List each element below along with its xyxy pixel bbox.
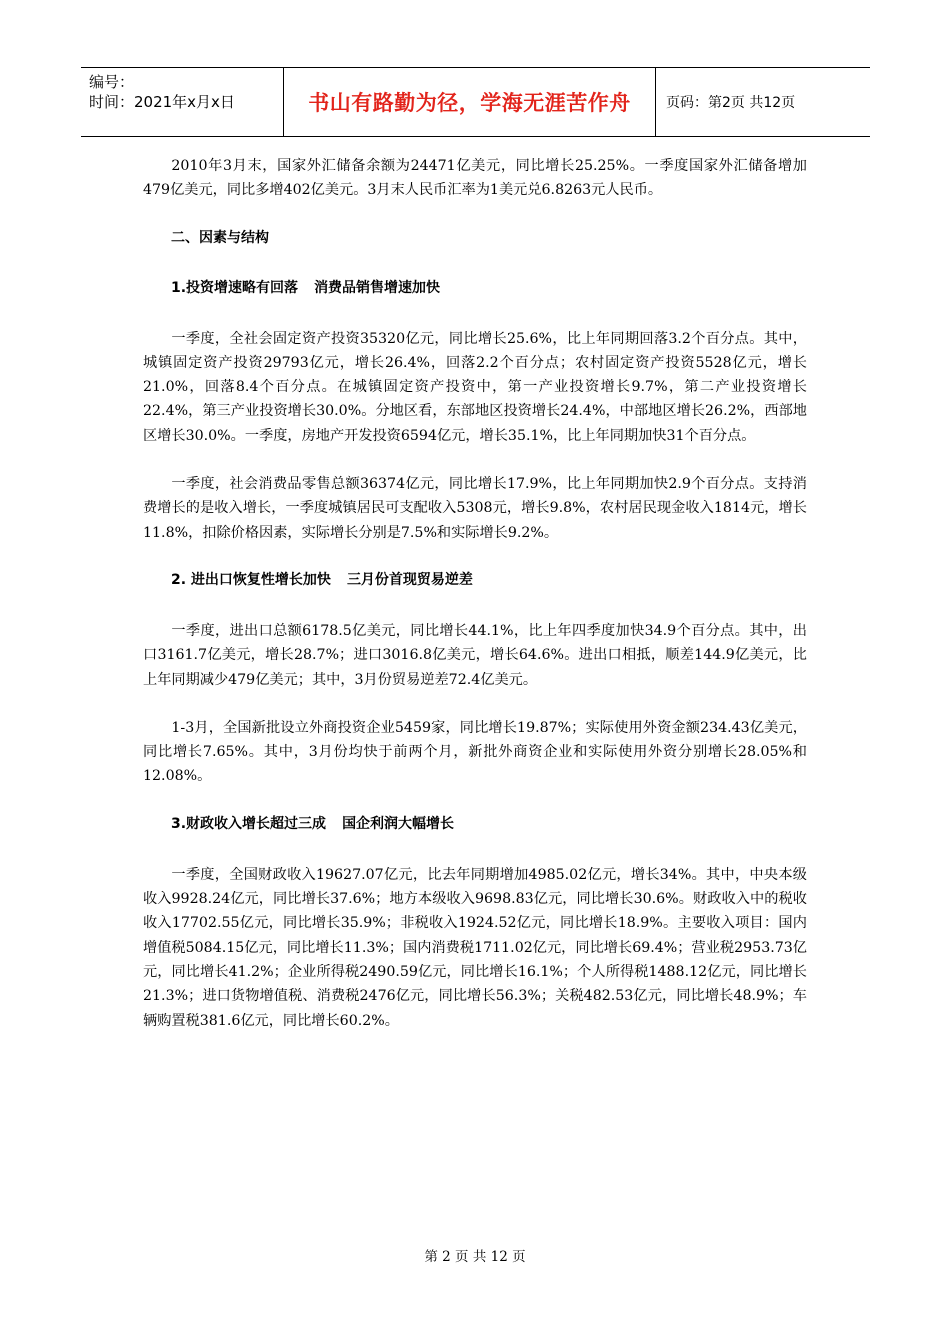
body-paragraph: 一季度，全国财政收入19627.07亿元，比去年同期增加4985.02亿元，增长34%。其中，中央本级收入9928.24亿元，同比增长37.6%；地方本级收入9698.83亿元，同比增长30.6%。财政收入中的税收收入17702.55亿元，同比增长35.9%；非税收入1924.52亿元，同比增长18.9%。主要收入项目：国内增值税5084.15亿元，同比增长11.3%；国内消费税1711.02亿元，同比增长69.4%；营业税2953.73亿元，同比增长41.2%；企业所得税2490.59亿元，同比增长16.1%；个人所得税1488.12亿元，同比增长21.3%；进口货物增值税、消费税2476亿元，同比增长56.3%；关税482.53亿元，同比增长48.9%；车辆购置税381.6亿元，同比增长60.2%。: [143, 866, 807, 1029]
page-header: [81, 67, 870, 137]
body-paragraph: 一季度，进出口总额6178.5亿美元，同比增长44.1%，比上年四季度加快34.9个百分点。其中，出口3161.7亿美元，增长28.7%；进口3016.8亿美元，增长64.6%。进出口相抵，顺差144.9亿美元，比上年同期减少479亿美元；其中，3月份贸易逆差72.4亿美元。: [143, 622, 807, 688]
header-page-label: 页码：第2页 共12页: [666, 95, 796, 111]
document-number-label: 编号：: [89, 73, 135, 91]
body-paragraph: 一季度，全社会固定资产投资35320亿元，同比增长25.6%，比上年同期回落3.2个百分点。其中，城镇固定资产投资29793亿元，增长26.4%，回落2.2个百分点；农村固定资产投资5528亿元，增长21.0%，回落8.4个百分点。在城镇固定资产投资中，第一产业投资增长9.7%，第二产业投资增长22.4%，第三产业投资增长30.0%。分地区看，东部地区投资增长24.4%，中部地区增长26.2%，西部地区增长30.0%。一季度，房地产开发投资6594亿元，增长35.1%，比上年同期加快31个百分点。: [143, 330, 807, 444]
body-paragraph: 1-3月，全国新批设立外商投资企业5459家，同比增长19.87%；实际使用外资金额234.43亿美元，同比增长7.65%。其中，3月份均快于前两个月，新批外商资企业和实际使用外资分别增长28.05%和12.08%。: [143, 719, 807, 785]
document-time-label: 时间：2021年x月x日: [89, 93, 235, 111]
section-heading-subtitle: 三月份首现贸易逆差: [346, 571, 473, 588]
section-heading: [143, 569, 807, 591]
document-body: [143, 154, 807, 1057]
section-heading-subtitle: 国企利润大幅增长: [342, 815, 455, 832]
section-heading: [143, 277, 807, 299]
body-paragraph: 一季度，社会消费品零售总额36374亿元，同比增长17.9%，比上年同期加快2.9个百分点。支持消费增长的是收入增长，一季度城镇居民可支配收入5308元，增长9.8%，农村居民现金收入1814元，增长11.8%，扣除价格因素，实际增长分别是7.5%和实际增长9.2%。: [143, 476, 807, 541]
section-heading-subtitle: 消费品销售增速加快: [314, 279, 441, 296]
section-heading: [143, 227, 807, 249]
section-heading-title: 3.财政收入增长超过三成: [171, 815, 327, 832]
header-motto: 书山有路勤为径，学海无涯苦作舟: [284, 68, 656, 136]
section-heading-title: 1.投资增速略有回落: [171, 279, 299, 296]
section-heading: [143, 813, 807, 835]
body-paragraph: 2010年3月末，国家外汇储备余额为24471亿美元，同比增长25.25%。一季度国家外汇储备增加479亿美元，同比多增402亿美元。3月末人民币汇率为1美元兑6.8263元人民币。: [143, 158, 807, 199]
section-heading-title: 二、因素与结构: [171, 229, 269, 246]
section-heading-title: 2. 进出口恢复性增长加快: [171, 571, 331, 588]
header-meta: [81, 68, 284, 136]
page-footer: 第 2 页 共 12 页: [424, 1249, 526, 1265]
